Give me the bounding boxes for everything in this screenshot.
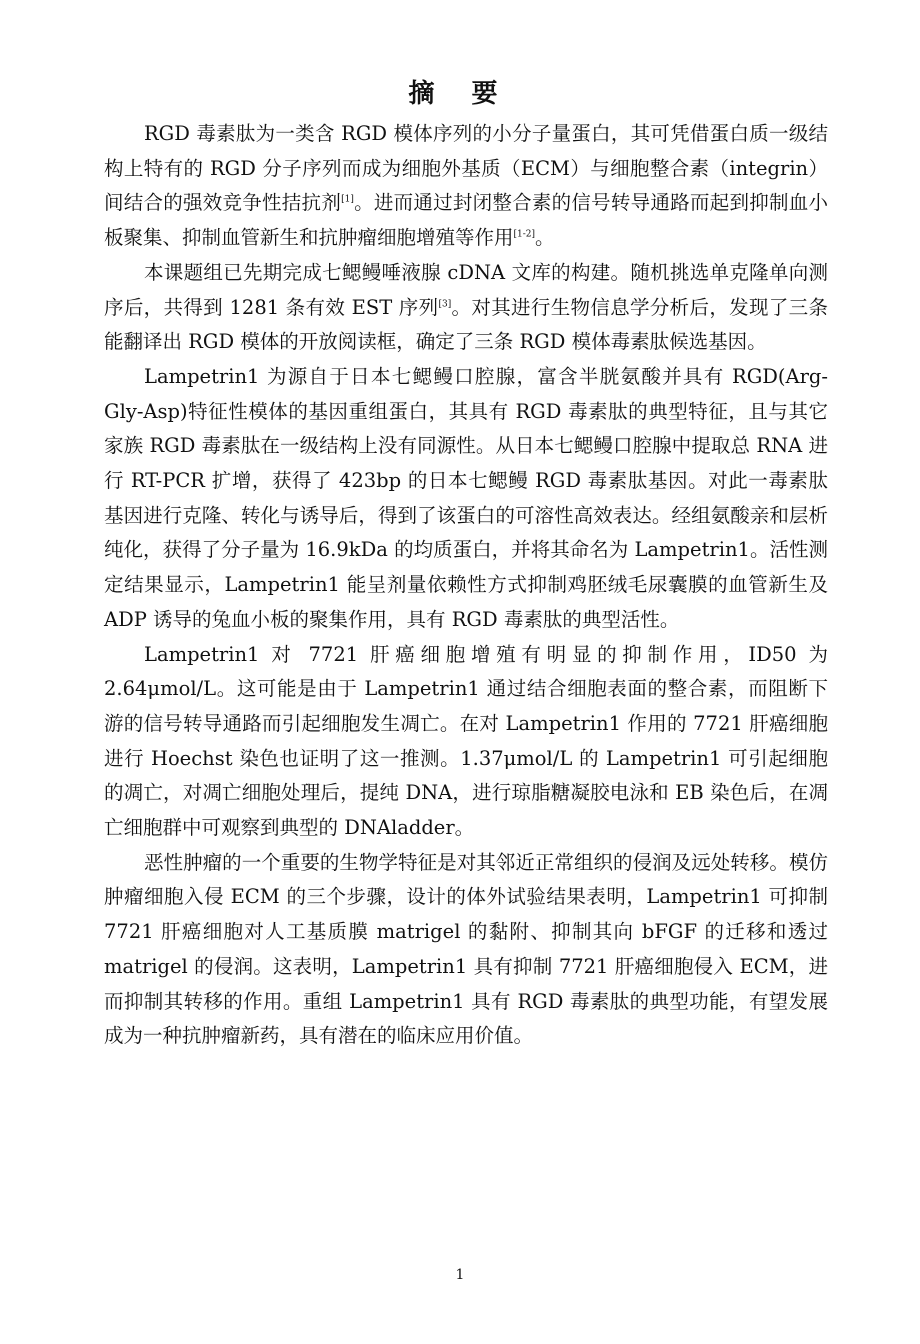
paragraph-text: 本课题组已先期完成七鳃鳗唾液腺 cDNA 文库的构建。随机挑选单克隆单向测序后，共得到 1281 条有效 EST 序列 (104, 260, 828, 319)
abstract-body (104, 117, 828, 1054)
abstract-title: 摘 要 (408, 79, 512, 109)
paragraph-text: Lampetrin1 对 7721 肝癌细胞增殖有明显的抑制作用，ID50 为 2.64μmol/L。这可能是由于 Lampetrin1 通过结合细胞表面的整合素，而阻断下游的信号转导通路而引起细胞发生凋亡。在对 Lampetrin1 作用的 7721 肝癌细胞进行 Hoechst 染色也证明了这一推测。1.37μmol/L 的 Lampetrin1 可引起细胞的凋亡，对凋亡细胞处理后，提纯 DNA，进行琼脂糖凝胶电泳和 EB 染色后，在凋亡细胞群中可观察到典型的 DNAladder。 (104, 642, 828, 840)
citation-marker: [1] (341, 194, 354, 205)
paragraph-1 (104, 117, 828, 256)
paragraph-text: RGD 毒素肽为一类含 RGD 模体序列的小分子量蛋白，其可凭借蛋白质一级结构上特有的 RGD 分子序列而成为细胞外基质（ECM）与细胞整合素（integrin）间结合的强效竞争性拮抗剂 (104, 122, 828, 215)
citation-marker: [1-2] (513, 229, 536, 240)
page-number: 1 (455, 1267, 465, 1283)
paragraph-text: 。进而通过封闭整合素的信号转导通路而起到抑制血小板聚集、抑制血管新生和抗肿瘤细胞增殖等作用 (104, 191, 828, 250)
paragraph-text: 恶性肿瘤的一个重要的生物学特征是对其邻近正常组织的侵润及远处转移。模仿肿瘤细胞入侵 ECM 的三个步骤，设计的体外试验结果表明，Lampetrin1 可抑制 7721 肝癌细胞对人工基质膜 matrigel 的黏附、抑制其向 bFGF 的迁移和透过 matrigel 的侵润。这表明，Lampetrin1 具有抑制 7721 肝癌细胞侵入 ECM，进而抑制其转移的作用。重组 Lampetrin1 具有 RGD 毒素肽的典型功能，有望发展成为一种抗肿瘤新药，具有潜在的临床应用价值。 (104, 850, 828, 1048)
paragraph-2 (104, 256, 828, 360)
paragraph-4 (104, 638, 828, 846)
paragraph-text: 。 (535, 226, 555, 250)
paragraph-text: Lampetrin1 为源自于日本七鳃鳗口腔腺，富含半胱氨酸并具有 RGD(Arg-Gly-Asp)特征性模体的基因重组蛋白，其具有 RGD 毒素肽的典型特征，且与其它家族 RGD 毒素肽在一级结构上没有同源性。从日本七鳃鳗口腔腺中提取总 RNA 进行 RT-PCR 扩增，获得了 423bp 的日本七鳃鳗 RGD 毒素肽基因。对此一毒素肽基因进行克隆、转化与诱导后，得到了该蛋白的可溶性高效表达。经组氨酸亲和层析纯化，获得了分子量为 16.9kDa 的均质蛋白，并将其命名为 Lampetrin1。活性测定结果显示，Lampetrin1 能呈剂量依赖性方式抑制鸡胚绒毛尿囊膜的血管新生及 ADP 诱导的兔血小板的聚集作用，具有 RGD 毒素肽的典型活性。 (104, 364, 828, 631)
paragraph-5 (104, 846, 828, 1054)
citation-marker: [3] (438, 299, 452, 310)
paragraph-text: 。对其进行生物信息学分析后，发现了三条能翻译出 RGD 模体的开放阅读框，确定了三条 RGD 模体毒素肽候选基因。 (104, 295, 828, 354)
paragraph-3 (104, 360, 828, 638)
